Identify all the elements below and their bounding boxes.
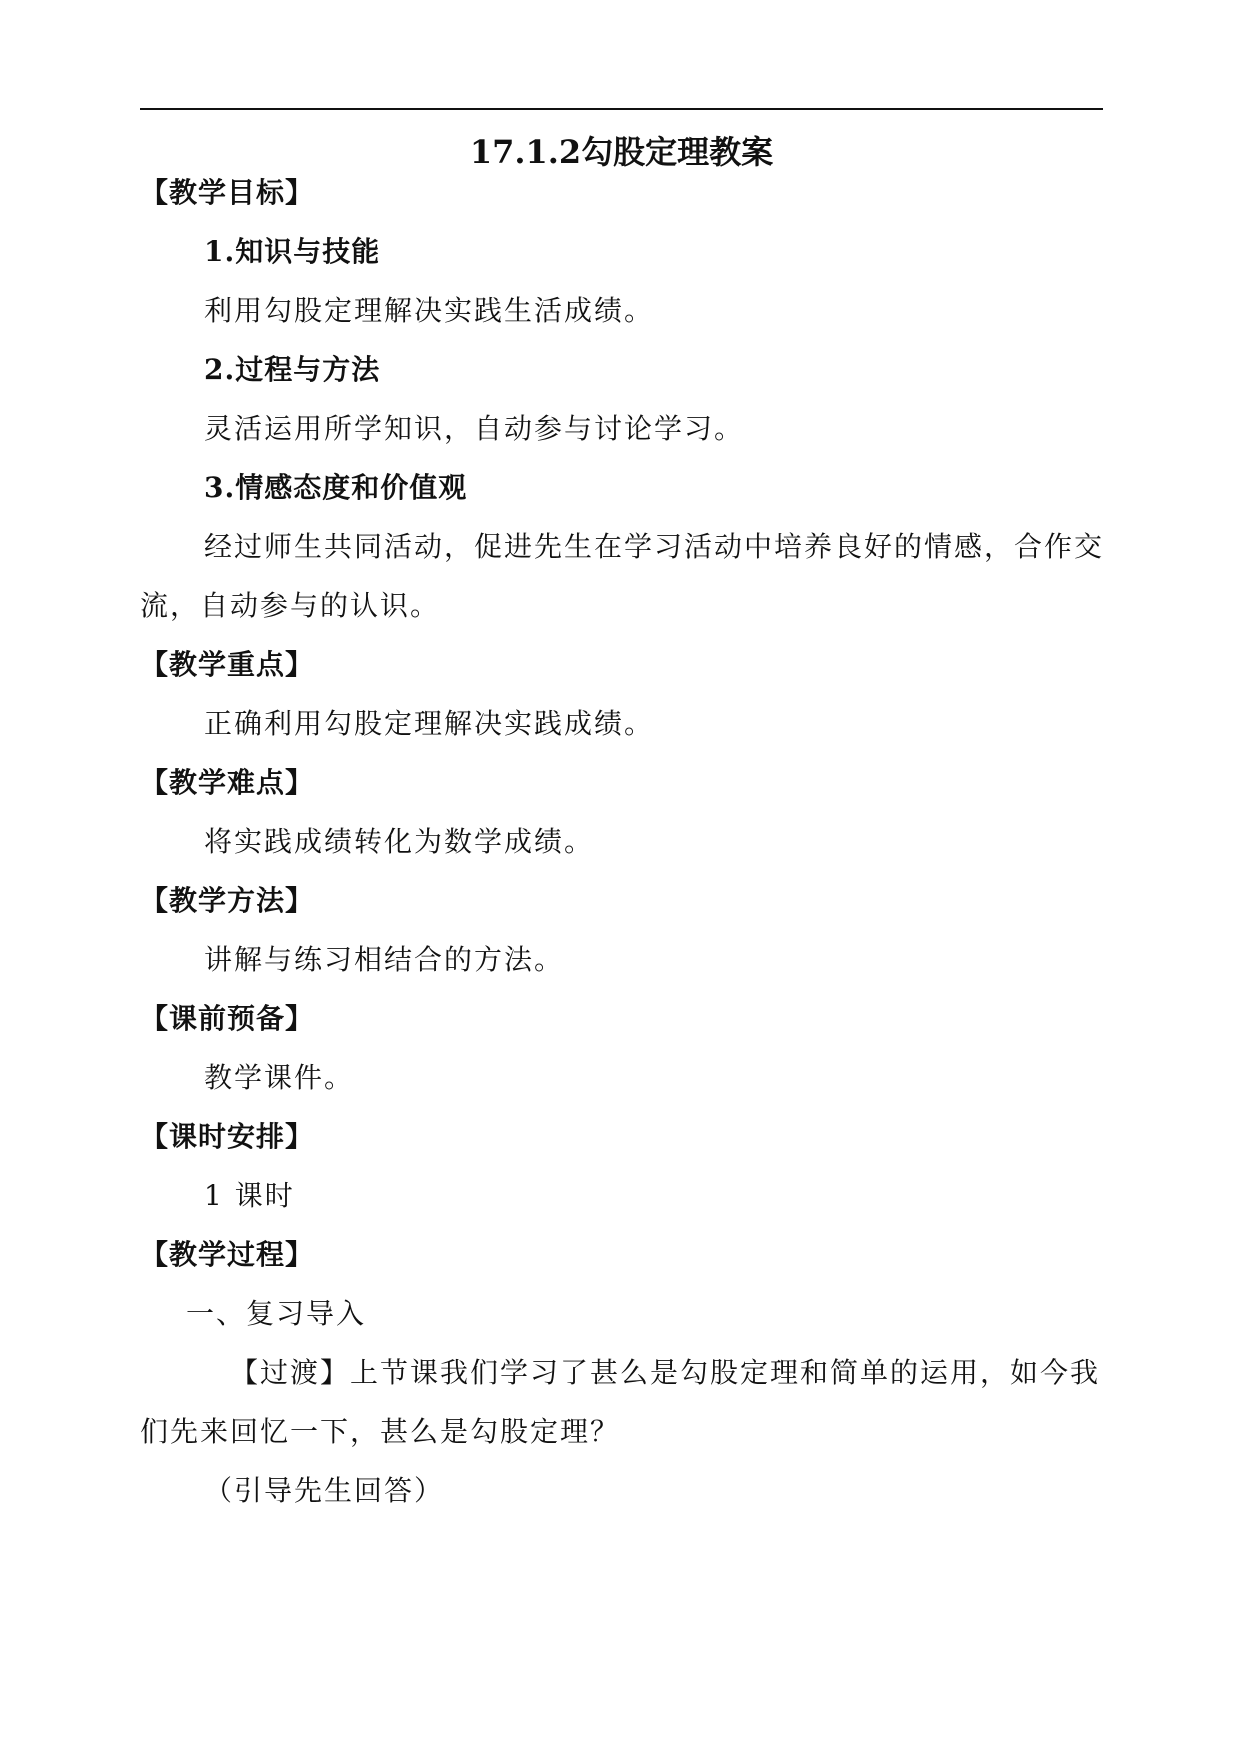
preparation-text: 教学课件。 (204, 1061, 355, 1094)
guide-text: （引导先生回答） (204, 1474, 445, 1507)
goal3-text-line2: 流，自动参与的认识。 (140, 589, 441, 622)
top-rule (140, 108, 1103, 110)
section-heading-preparation: 【课前预备】 (140, 1002, 315, 1035)
goal3-text-line1: 经过师生共同活动，促进先生在学习活动中培养良好的情感，合作交 (204, 530, 1105, 563)
method-text: 讲解与练习相结合的方法。 (204, 943, 565, 976)
schedule-text: 1 课时 (204, 1179, 295, 1212)
section-heading-key-points: 【教学重点】 (140, 648, 315, 681)
section-heading-goals: 【教学目标】 (140, 176, 315, 209)
difficulties-text: 将实践成绩转化为数学成绩。 (204, 825, 595, 858)
section-heading-schedule: 【课时安排】 (140, 1120, 315, 1153)
section-heading-process: 【教学过程】 (140, 1238, 315, 1271)
goal1-text: 利用勾股定理解决实践生活成绩。 (204, 294, 655, 327)
goal3-title: 3.情感态度和价值观 (204, 471, 468, 504)
goal2-title: 2.过程与方法 (204, 353, 381, 386)
section-heading-difficulties: 【教学难点】 (140, 766, 315, 799)
process-step1: 一、复习导入 (186, 1297, 367, 1330)
transition-text-line2: 们先来回忆一下，甚么是勾股定理？ (140, 1415, 621, 1448)
document-title: 17.1.2勾股定理教案 (469, 133, 774, 171)
transition-text-line1: 【过渡】上节课我们学习了甚么是勾股定理和简单的运用，如今我 (230, 1356, 1101, 1389)
goal1-title: 1.知识与技能 (204, 235, 381, 268)
key-points-text: 正确利用勾股定理解决实践成绩。 (204, 707, 655, 740)
section-heading-method: 【教学方法】 (140, 884, 315, 917)
goal2-text: 灵活运用所学知识，自动参与讨论学习。 (204, 412, 745, 445)
